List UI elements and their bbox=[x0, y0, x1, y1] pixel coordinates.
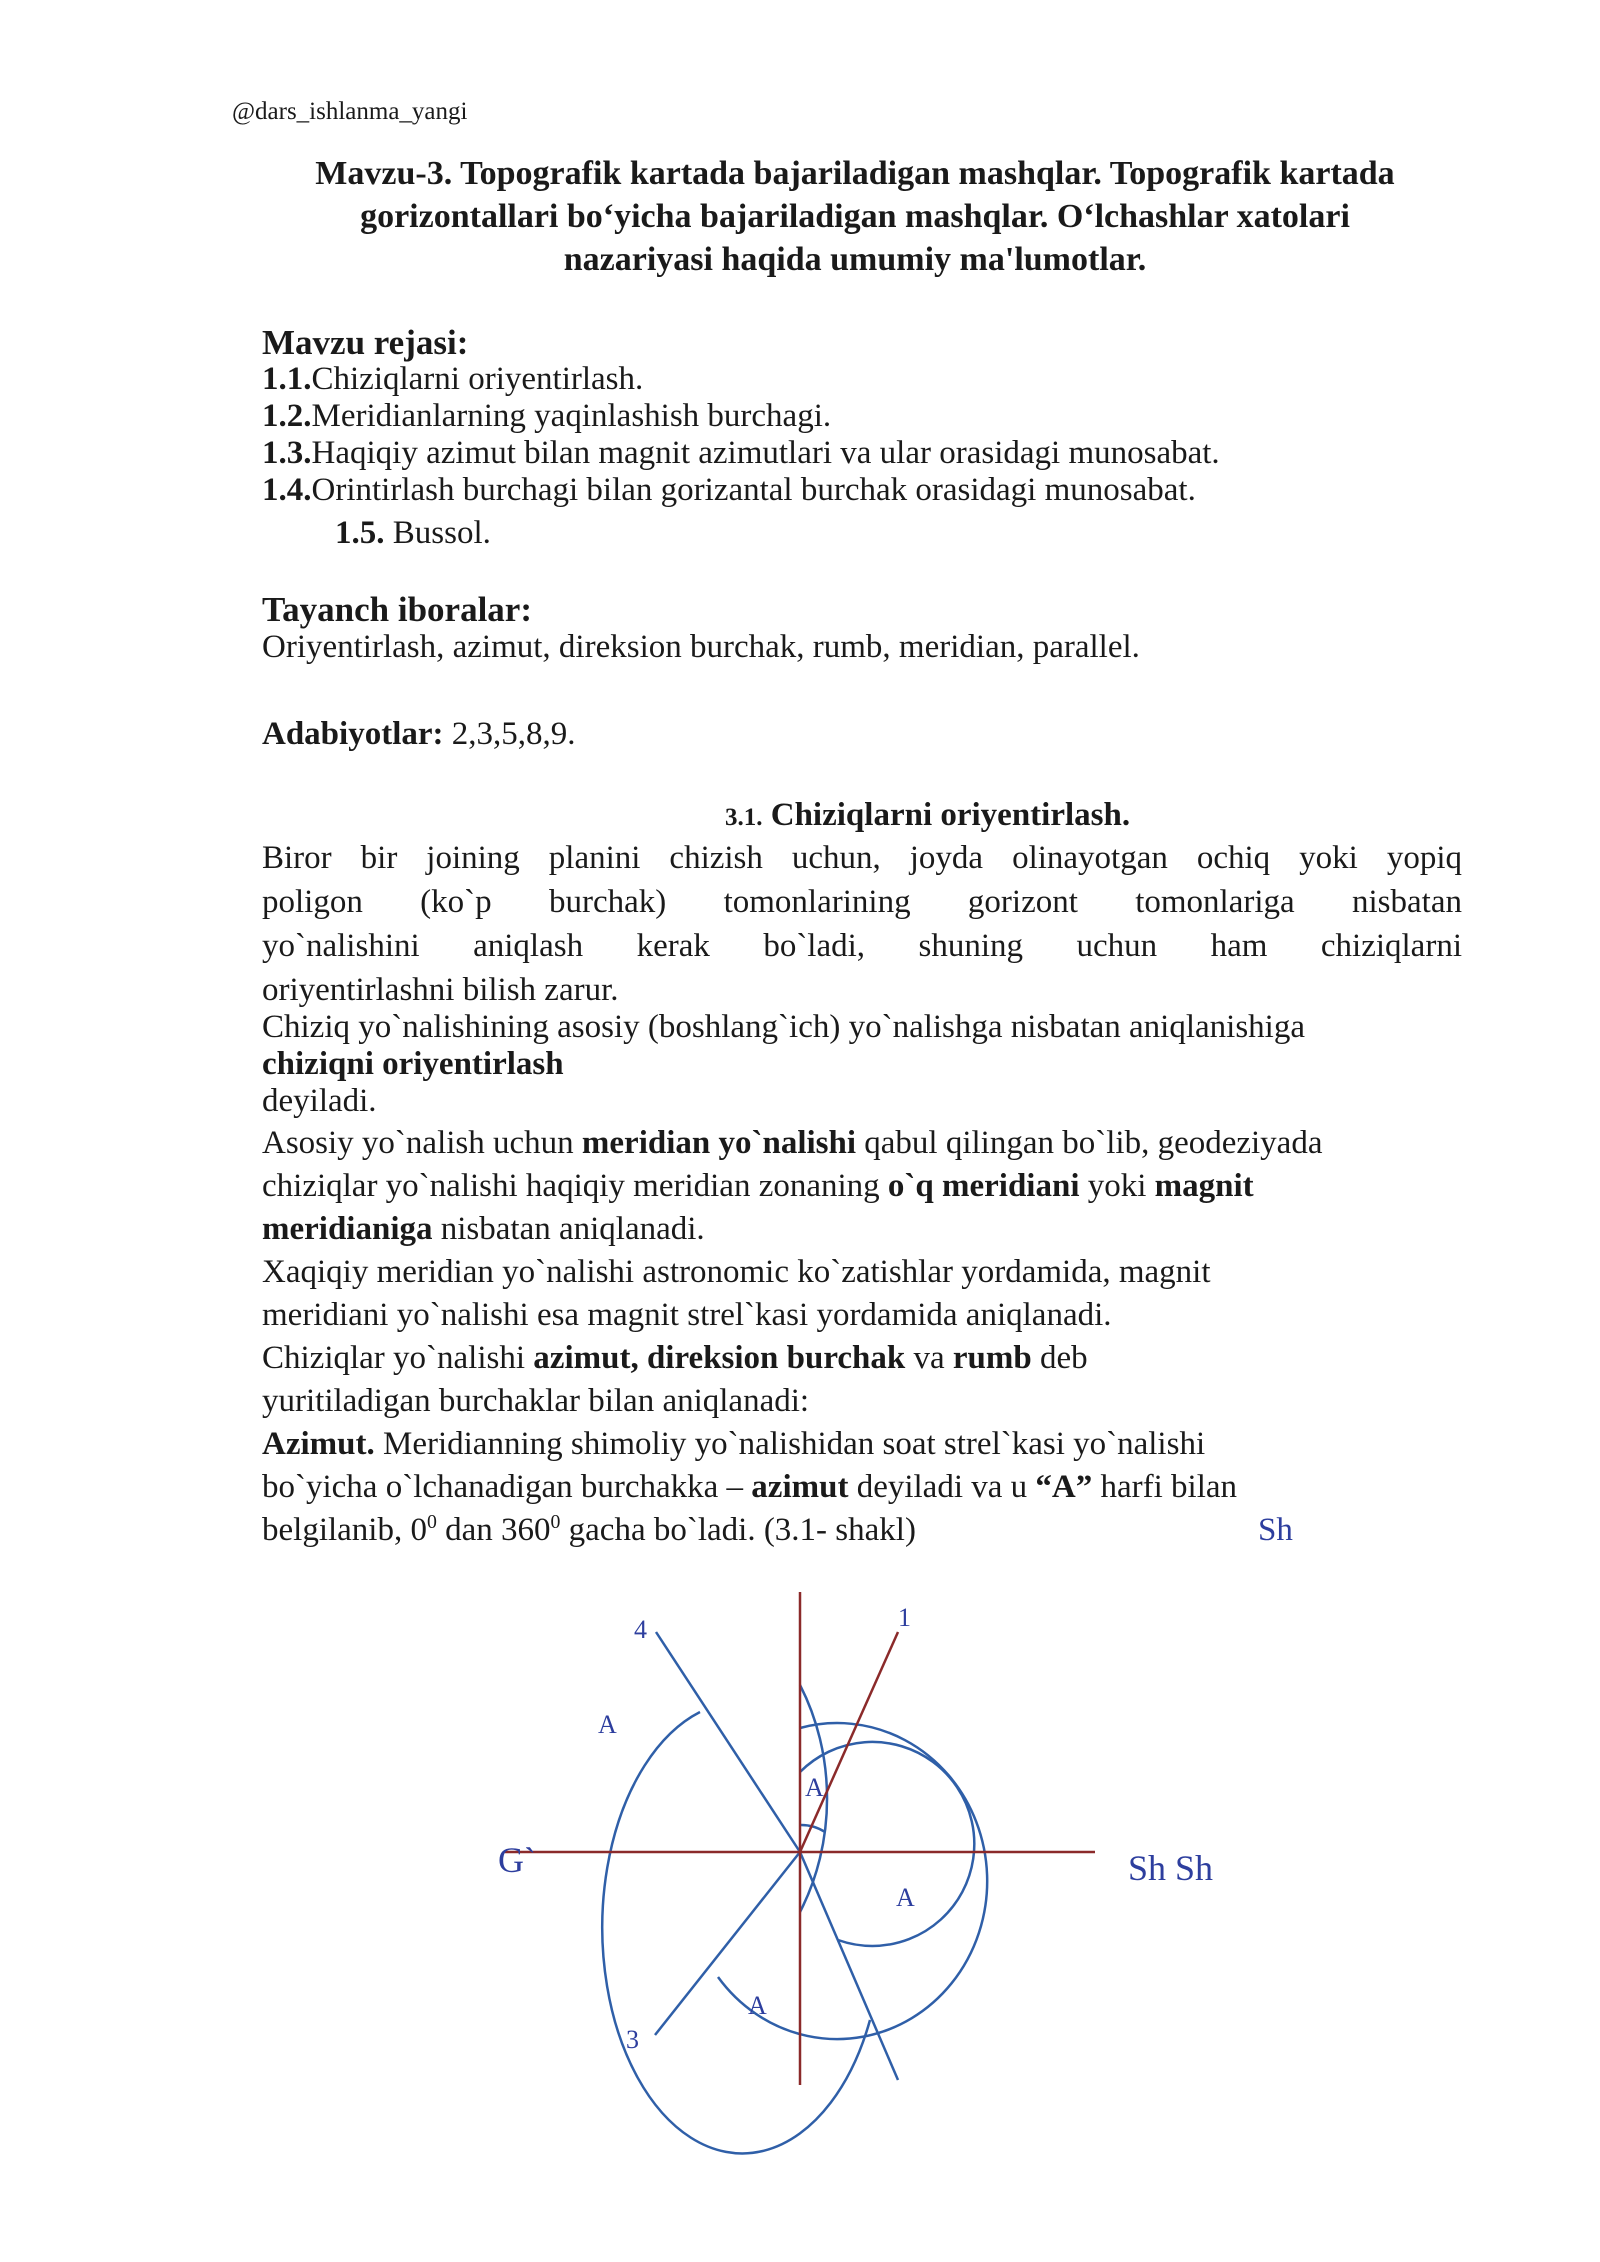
para4-line-1: Xaqiqiy meridian yo`nalishi astronomic ko`zatishlar yordamida, magnit bbox=[262, 1254, 1211, 1290]
para2-line-1: Chiziq yo`nalishining asosiy (boshlang`ich) yo`nalishga nisbatan aniqlanishiga bbox=[262, 1009, 1305, 1045]
plan-item-4: 1.4.Orintirlash burchagi bilan gorizantal burchak orasidagi munosabat. bbox=[262, 472, 1196, 508]
para2-line-3: deyiladi. bbox=[262, 1083, 377, 1119]
para1-line-1: Biror bir joining planini chizish uchun, joyda olinayotgan ochiq yoki yopiq bbox=[262, 840, 1462, 876]
keywords-heading: Tayanch iboralar: bbox=[262, 590, 532, 629]
para4-line-2: meridiani yo`nalishi esa magnit strel`kasi yordamida aniqlanadi. bbox=[262, 1297, 1112, 1333]
section-heading: 3.1. Chiziqlarni oriyentirlash. bbox=[725, 797, 1131, 833]
plan-item-3: 1.3.Haqiqiy azimut bilan magnit azimutlari va ular orasidagi munosabat. bbox=[262, 435, 1220, 471]
page-title-line-2: gorizontallari bo‘yicha bajariladigan mashqlar. O‘lchashlar xatolari bbox=[360, 198, 1350, 235]
para3-line-2: chiziqlar yo`nalishi haqiqiy meridian zonaning o`q meridiani yoki magnit bbox=[262, 1168, 1254, 1204]
plan-item-1: 1.1.Chiziqlarni oriyentirlash. bbox=[262, 361, 644, 397]
plan-item-5: 1.5. Bussol. bbox=[335, 515, 491, 551]
page-title-line-1: Mavzu-3. Topografik kartada bajariladigan mashqlar. Topografik kartada bbox=[315, 155, 1395, 192]
direction-line-4 bbox=[656, 1632, 800, 1852]
para3-line-1: Asosiy yo`nalish uchun meridian yo`nalishi qabul qilingan bo`lib, geodeziyada bbox=[262, 1125, 1323, 1161]
azimuth-label-outer: A bbox=[748, 1991, 767, 2020]
line-label-3: 3 bbox=[626, 2025, 639, 2054]
para1-line-3: yo`nalishini aniqlash kerak bo`ladi, shuning uchun ham chiziqlarni bbox=[262, 928, 1462, 964]
para5-line-2: yuritiladigan burchaklar bilan aniqlanadi: bbox=[262, 1383, 810, 1419]
direction-line-2 bbox=[800, 1852, 898, 2080]
para1-line-2: poligon (ko`p burchak) tomonlarining gorizont tomonlariga nisbatan bbox=[262, 884, 1462, 920]
north-label: Sh bbox=[1258, 1512, 1293, 1548]
line-label-4: 4 bbox=[634, 1615, 647, 1644]
east-label: Sh Sh bbox=[1128, 1848, 1214, 1888]
para1-line-4: oriyentirlashni bilish zarur. bbox=[262, 972, 619, 1008]
direction-line-3 bbox=[655, 1852, 800, 2035]
para6-line-1: Azimut. Meridianning shimoliy yo`nalishidan soat strel`kasi yo`nalishi bbox=[262, 1426, 1206, 1462]
channel-handle: @dars_ishlanma_yangi bbox=[232, 98, 468, 125]
west-label: G` bbox=[498, 1840, 536, 1880]
line-label-1: 1 bbox=[898, 1603, 911, 1632]
plan-item-2: 1.2.Meridianlarning yaqinlashish burchagi. bbox=[262, 398, 832, 434]
azimuth-label-inner: A bbox=[896, 1883, 915, 1912]
azimuth-label-north-west: A bbox=[598, 1710, 617, 1739]
para6-line-3: belgilanib, $0^0$ dan $360^0$ gacha bo`ladi. (3.1- shakl) bbox=[262, 1511, 916, 1548]
azimuth-label-small: A bbox=[805, 1773, 824, 1802]
para5-line-1: Chiziqlar yo`nalishi azimut, direksion burchak va rumb deb bbox=[262, 1340, 1088, 1376]
page-title-line-3: nazariyasi haqida umumiy ma'lumotlar. bbox=[563, 241, 1147, 278]
plan-heading: Mavzu rejasi: bbox=[262, 323, 469, 362]
literature: Adabiyotlar: 2,3,5,8,9. bbox=[262, 716, 576, 752]
para6-line-2: bo`yicha o`lchanadigan burchakka – azimut deyiladi va u “A” harfi bilan bbox=[262, 1469, 1238, 1505]
keywords-text: Oriyentirlash, azimut, direksion burchak, rumb, meridian, parallel. bbox=[262, 629, 1140, 665]
para3-line-3: meridianiga nisbatan aniqlanadi. bbox=[262, 1211, 705, 1247]
para2-line-2: chiziqni oriyentirlash bbox=[262, 1046, 564, 1082]
